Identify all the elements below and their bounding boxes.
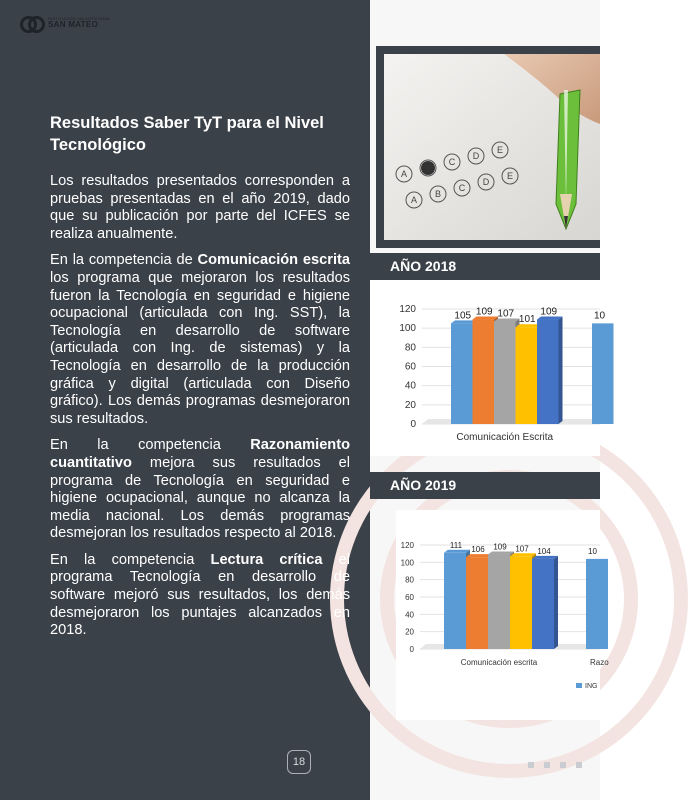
page-number: 18 — [287, 750, 311, 774]
bar — [592, 323, 614, 424]
legend-swatch — [576, 683, 582, 688]
answer-letter: B — [434, 189, 442, 199]
data-label: 104 — [537, 546, 551, 556]
y-tick-label: 20 — [404, 399, 416, 411]
y-tick-label: 20 — [405, 627, 414, 637]
brand-name: SAN MATEO — [48, 20, 99, 29]
bar-top — [510, 553, 536, 556]
data-label: 106 — [471, 545, 485, 555]
bar-top — [488, 552, 514, 555]
data-label: 109 — [475, 306, 493, 318]
bar-side — [559, 317, 563, 424]
bar — [488, 555, 510, 649]
filled-bubble — [421, 161, 435, 175]
bar — [494, 321, 516, 424]
category-label: Razo — [590, 658, 609, 667]
paragraph-comunicacion: En la competencia de Comunicación escrita los programa que mejoraron los resultados fueron la Tecnología en seguridad e higiene ocupacional (articulada con Ing. SST), la Tecnología en desarrollo de software (articulada con Ing. de sistemas) y la Tecnología en desarrollo de la producción gráfica y digital (articulada con Diseño gráfico). Los demás programas desmejoraron sus resultados. — [50, 252, 350, 427]
paragraph-lectura: En la competencia Lectura crítica el programa Tecnología en desarrollo de software mejoró sus resultados, los demás desmejoraron los puntajes alcanzados en 2018. — [50, 551, 350, 639]
bar-top — [532, 556, 558, 559]
data-label: 111 — [449, 540, 463, 550]
bar — [466, 557, 488, 649]
answer-letter: D — [472, 151, 480, 161]
bar — [516, 327, 538, 424]
bar — [473, 320, 495, 424]
legend-label: ING — [585, 683, 598, 690]
bar — [444, 553, 466, 649]
y-tick-label: 40 — [405, 610, 414, 620]
brand-logo[interactable] — [20, 14, 110, 32]
chart-2018 — [370, 280, 606, 456]
paragraph-razonamiento: En la competencia Razonamiento cuantitativo mejora sus resultados el programa de Tecnología en seguridad e higiene ocupacional, aunque no alcanza la media nacional. Los demás programas desmejoran los resultados respecto al 2018. — [50, 437, 350, 542]
data-label: 105 — [454, 310, 472, 322]
y-tick-label: 60 — [404, 361, 416, 373]
answer-letter: E — [496, 145, 504, 155]
y-tick-label: 40 — [404, 380, 416, 392]
y-tick-label: 100 — [399, 323, 416, 335]
brand-small: INSTITUCIÓN UNIVERSITARIA — [48, 16, 111, 21]
answer-letter: C — [458, 183, 466, 193]
year-2019-header: AÑO 2019 — [370, 472, 600, 499]
bar-side — [554, 556, 558, 649]
body-text — [50, 173, 350, 649]
y-tick-label: 60 — [405, 593, 414, 602]
page-title: Resultados Saber TyT para el Nivel Tecnológico — [50, 114, 324, 154]
answer-letter: C — [448, 157, 456, 167]
answer-letter: E — [506, 171, 514, 181]
paragraph-intro: Los resultados presentados corresponden a pruebas presentadas en el año 2019, dado que su publicación por parte del ICFES se realiza anualmente. — [50, 173, 350, 242]
category-label: Comunicación Escrita — [456, 432, 554, 443]
answer-letter: A — [400, 169, 408, 179]
exam-illustration — [384, 54, 600, 240]
y-tick-label: 80 — [404, 342, 416, 354]
bar — [451, 323, 473, 424]
year-2018-header: AÑO 2018 — [370, 253, 600, 280]
answer-letter: A — [410, 195, 418, 205]
data-label: 107 — [497, 308, 515, 320]
data-label: 10 — [594, 310, 606, 322]
logo-icon — [20, 14, 44, 32]
data-label: 109 — [540, 306, 558, 318]
y-tick-label: 0 — [410, 419, 416, 430]
answer-letter: D — [482, 177, 490, 187]
chart-2018-card — [370, 280, 606, 456]
bar — [532, 559, 554, 649]
bar — [510, 556, 532, 649]
bar — [537, 320, 559, 424]
y-tick-label: 100 — [400, 558, 414, 568]
data-label: 101 — [518, 314, 536, 326]
data-label: 10 — [588, 546, 597, 556]
decorative-dots — [528, 762, 582, 768]
exam-photo — [384, 54, 600, 240]
photo-frame — [376, 46, 600, 248]
chart-2019 — [396, 510, 609, 720]
y-tick-label: 120 — [400, 541, 414, 550]
y-tick-label: 0 — [409, 645, 414, 654]
y-tick-label: 120 — [399, 304, 416, 315]
bar — [586, 559, 608, 649]
data-label: 109 — [493, 542, 507, 552]
data-label: 107 — [515, 544, 529, 554]
bar-top — [444, 550, 470, 553]
y-tick-label: 80 — [405, 575, 414, 585]
category-label: Comunicación escrita — [460, 658, 538, 667]
chart-2019-card — [396, 510, 609, 720]
